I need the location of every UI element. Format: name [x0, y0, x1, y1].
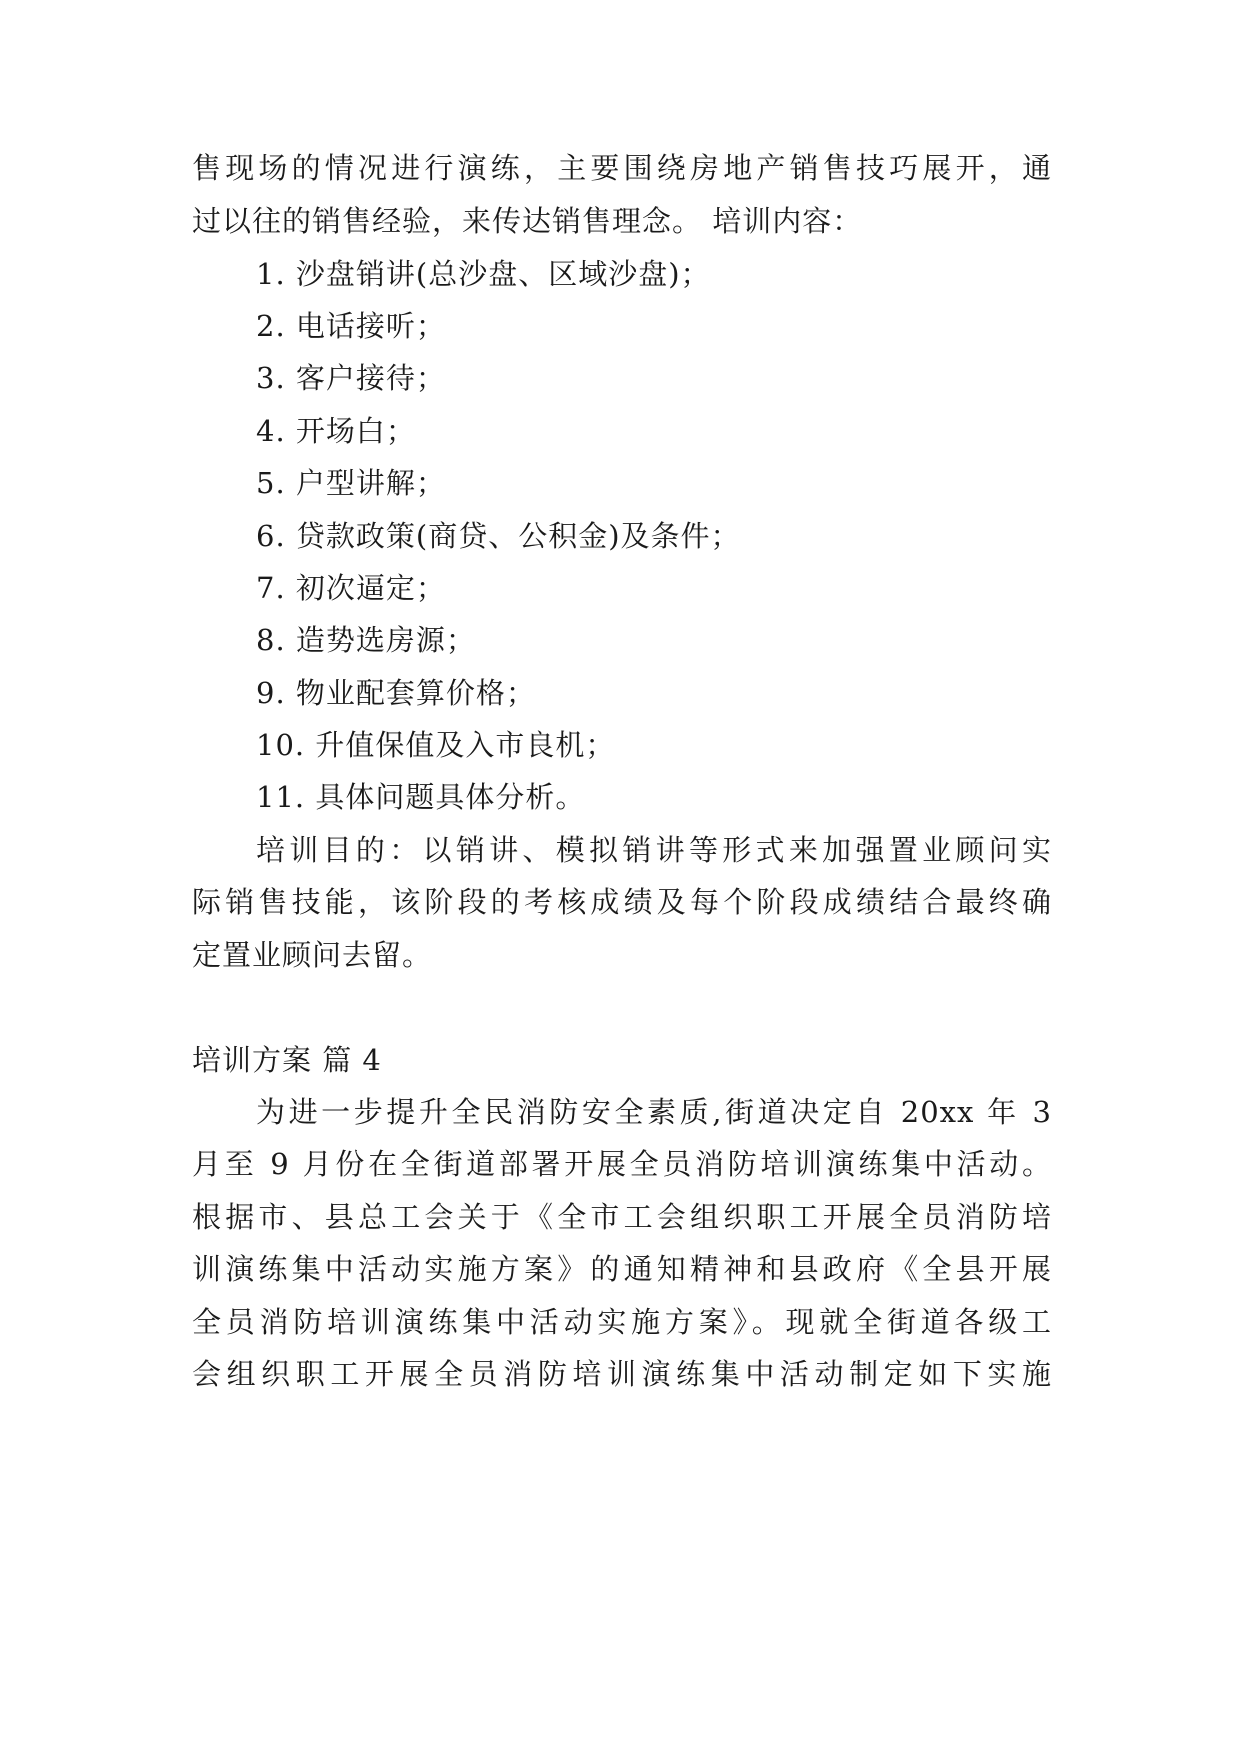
list-item: 8. 造势选房源；: [256, 623, 476, 657]
section-line-1: 为进一步提升全民消防安全素质,街道决定自 20xx 年 3: [256, 1095, 1052, 1129]
section-line-3: 根据市、县总工会关于《全市工会组织职工开展全员消防培: [192, 1200, 1052, 1234]
list-item: 10. 升值保值及入市良机；: [256, 728, 616, 762]
section-heading: 培训方案 篇 4: [192, 1043, 382, 1077]
list-item: 3. 客户接待；: [256, 361, 446, 395]
purpose-line-1: 培训目的：以销讲、模拟销讲等形式来加强置业顾问实: [256, 833, 1052, 867]
list-item: 4. 开场白；: [256, 414, 416, 448]
purpose-line-3: 定置业顾问去留。: [192, 938, 433, 972]
list-item: 11. 具体问题具体分析。: [256, 780, 586, 814]
list-item: 5. 户型讲解；: [256, 466, 446, 500]
list-item: 6. 贷款政策(商贷、公积金)及条件；: [256, 519, 741, 553]
intro-line-2: 过以往的销售经验，来传达销售理念。 培训内容：: [192, 204, 863, 238]
list-item: 2. 电话接听；: [256, 309, 446, 343]
section-line-5: 全员消防培训演练集中活动实施方案》。现就全街道各级工: [192, 1305, 1052, 1339]
intro-line-1: 售现场的情况进行演练，主要围绕房地产销售技巧展开，通: [192, 151, 1052, 185]
purpose-line-2: 际销售技能，该阶段的考核成绩及每个阶段成绩结合最终确: [192, 885, 1052, 919]
list-item: 7. 初次逼定；: [256, 571, 446, 605]
section-line-6: 会组织职工开展全员消防培训演练集中活动制定如下实施: [192, 1357, 1052, 1391]
section-line-2: 月至 9 月份在全街道部署开展全员消防培训演练集中活动。: [192, 1147, 1052, 1181]
section-line-4: 训演练集中活动实施方案》的通知精神和县政府《全县开展: [192, 1252, 1052, 1286]
list-item: 1. 沙盘销讲(总沙盘、区域沙盘)；: [256, 257, 711, 291]
list-item: 9. 物业配套算价格；: [256, 676, 536, 710]
